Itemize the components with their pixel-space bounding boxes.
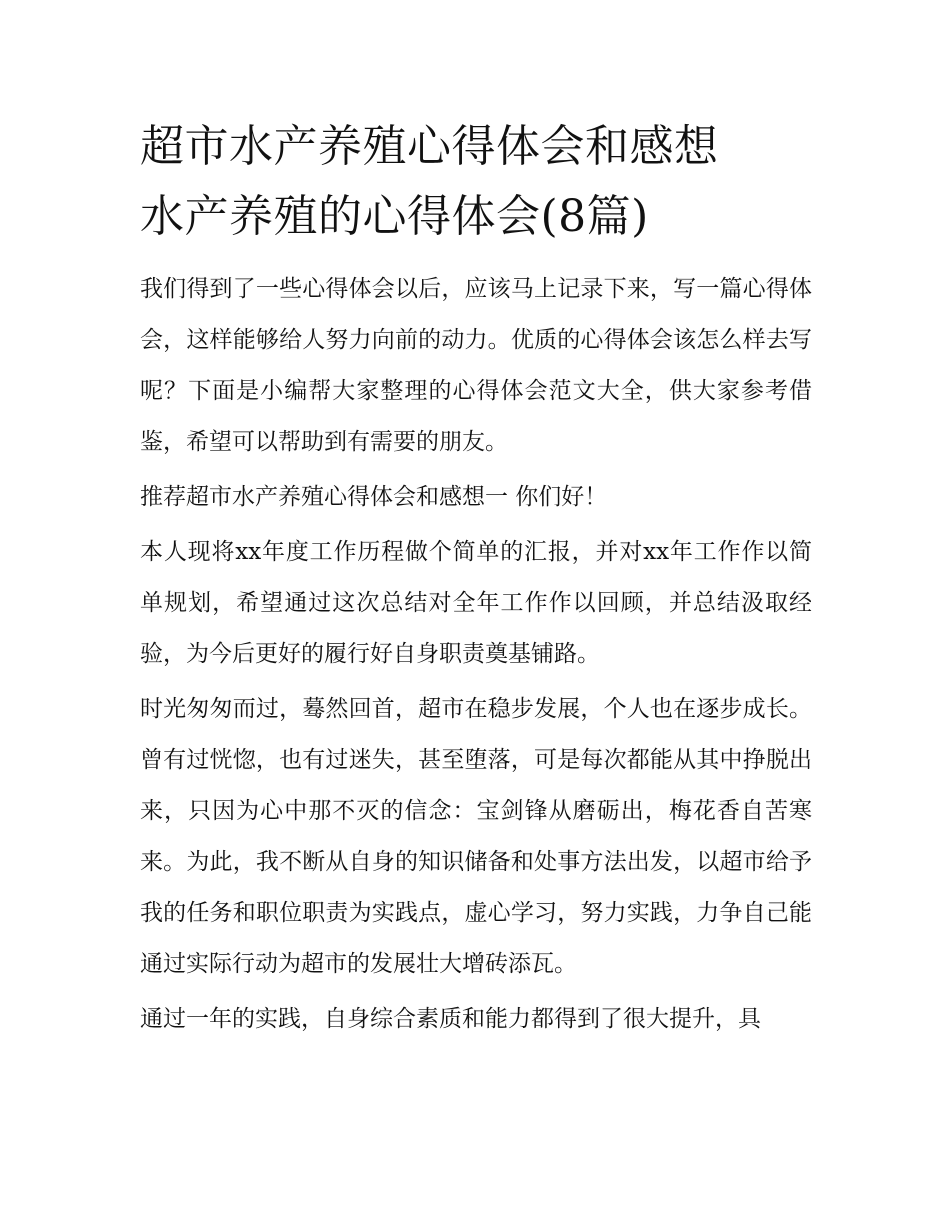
body-paragraph-2: 时光匆匆而过，蓦然回首，超市在稳步发展，个人也在逐步成长。曾有过恍惚，也有过迷失，甚至堕落，可是每次都能从其中挣脱出来，只因为心中那不灭的信念：宝剑锋从磨砺出，梅花香自苦寒来。为此，我不断从自身的知识储备和处事方法出发，以超市给予我的任务和职位职责为实践点，虚心学习，努力实践，力争自己能通过实际行动为超市的发展壮大增砖添瓦。 bbox=[140, 696, 812, 977]
document-title bbox=[140, 112, 812, 252]
section-heading-paragraph: 推荐超市水产养殖心得体会和感想一 你们好！ bbox=[140, 484, 608, 510]
intro-paragraph: 我们得到了一些心得体会以后，应该马上记录下来，写一篇心得体会，这样能够给人努力向前的动力。优质的心得体会该怎么样去写呢？下面是小编帮大家整理的心得体会范文大全，供大家参考借鉴，希望可以帮助到有需要的朋友。 bbox=[140, 276, 812, 455]
body-paragraph-1: 本人现将xx年度工作历程做个简单的汇报，并对xx年工作作以简单规划，希望通过这次总结对全年工作作以回顾，并总结汲取经验，为今后更好的履行好自身职责奠基铺路。 bbox=[140, 539, 812, 667]
body-paragraph-3: 通过一年的实践，自身综合素质和能力都得到了很大提升，具 bbox=[140, 1006, 761, 1032]
document-body bbox=[140, 112, 812, 1049]
title-line-1: 超市水产养殖心得体会和感想 bbox=[140, 121, 719, 172]
title-line-2: 水产养殖的心得体会(8篇) bbox=[140, 191, 649, 242]
